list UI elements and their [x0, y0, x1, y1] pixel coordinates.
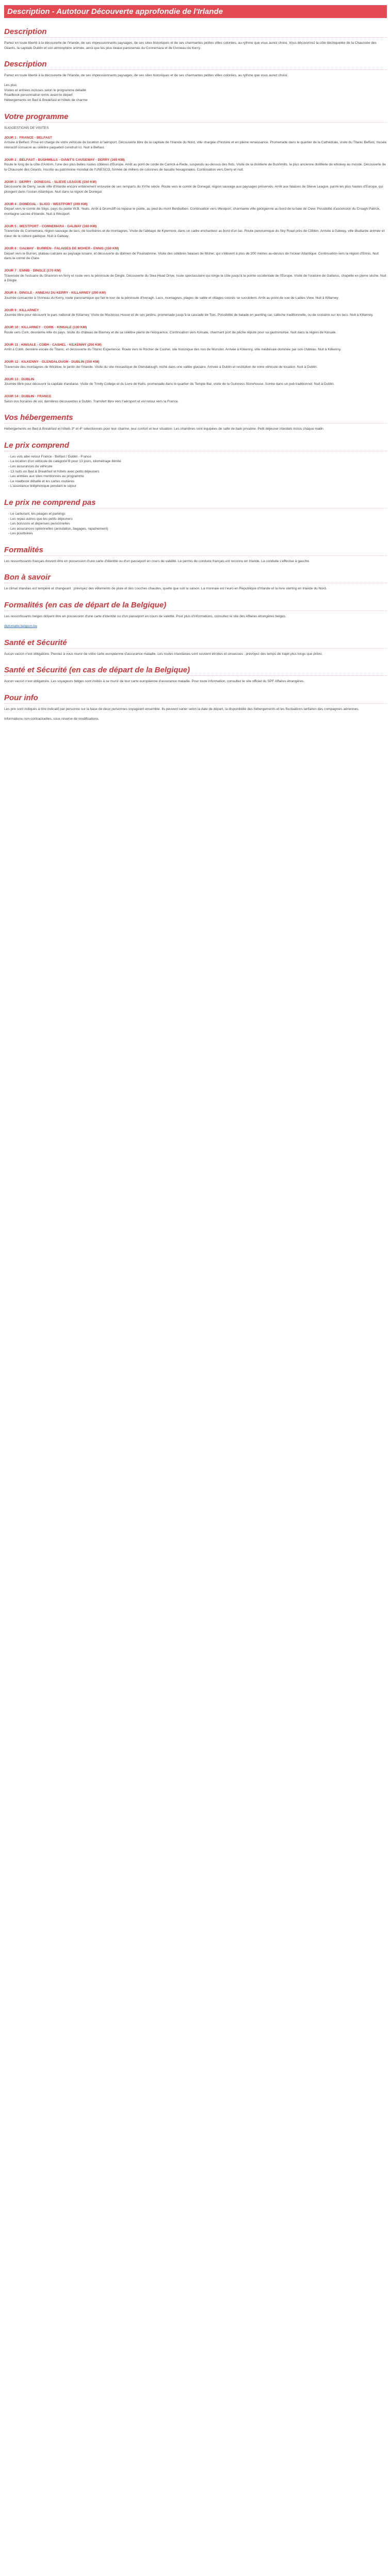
hebergements-text: Hébergements en Bed & Breakfast et hôtels 3* et 4* sélectionnés pour leur charme, leur confort et leur situation. Les chambres sont équipées de salle de bain privative. Petit déjeuner irlandais inclus chaque matin. [4, 427, 324, 431]
day-text: Selon vos horaires de vol, dernières découvertes à Dublin. Transfert libre vers l'aéroport et vol retour vers la France. [4, 399, 179, 403]
day-title: JOUR 7 : ENNIS - DINGLE (170 KM) [4, 269, 61, 273]
sante-text: Aucun vaccin n'est obligatoire. Pensez à vous munir de votre carte européenne d'assurance maladie. Les routes irlandaises sont souvent étroites et sinueuses : prévoyez des temps de trajet plus longs que prévu. [4, 652, 323, 656]
pour-info-text: Les prix sont indiqués à titre indicatif par personne sur la base de deux personnes voyageant ensemble. Ils peuvent varier selon la date de départ, la disponibilité des hébergements et les fluctuations tarifaires des compagnies aériennes. [4, 707, 360, 711]
day-title: JOUR 9 : KILLARNEY [4, 308, 39, 312]
day-text: Journée libre pour découvrir le parc national de Killarney. Visite de Muckross House et de ses jardins, promenade jusqu'à la cascade de Torc. Possibilité de balade en jaunting car, calèche traditionnelle, ou de croisière sur les lacs. Nuit à Killarney. [4, 313, 373, 317]
intro-les-plus: Les plus [4, 83, 17, 88]
section-pour-info: Pour info [4, 693, 387, 704]
page-title: Description - Autotour Découverte approfondie de l'Irlande [4, 5, 387, 18]
bon-savoir-text: Le climat irlandais est tempéré et changeant : prévoyez des vêtements de pluie et des couches chaudes, quelle que soit la saison. La monnaie est l'euro en République d'Irlande et la livre sterling en Irlande du Nord. [4, 587, 327, 591]
days-list [4, 135, 387, 404]
intro-hebergements: Hébergements en Bed & Breakfast et hôtels de charme [4, 98, 88, 102]
comprend-item: - L'assistance téléphonique pendant le séjour [8, 484, 77, 488]
intro-roadbook: Roadbook personnalisé remis avant le départ [4, 93, 73, 97]
sante-be-text: Aucun vaccin n'est obligatoire. Les voyageurs belges sont invités à se munir de leur carte européenne d'assurance maladie. Pour toute information, consultez le site officiel du SPF Affaires étrangères. [4, 680, 305, 684]
intro-visites: Visites et entrées incluses selon le programme détaillé [4, 88, 86, 92]
intro-text: Partez en toute liberté à la découverte de l'Irlande, de ses impressionnants paysages, de ses sites historiques et de ses charmantes petites villes colorées, au rythme que vous aurez choisi. [4, 74, 288, 78]
comprend-item: - Les assurances du véhicule [8, 464, 53, 468]
comprend-item: - La location d'un véhicule de catégorie B pour 13 jours, kilométrage illimité [8, 460, 121, 464]
day-title: JOUR 11 : KINSALE - COBH - CASHEL - KILKENNY (200 KM) [4, 343, 102, 347]
day-title: JOUR 13 : DUBLIN [4, 377, 35, 381]
day-title: JOUR 2 : BELFAST - BUSHMILLS - GIANT'S CAUSEWAY - DERRY (165 KM) [4, 158, 125, 162]
formalites-be-text: Les ressortissants belges doivent être en possession d'une carte d'identité ou d'un passeport en cours de validité. Pour plus d'informations, consultez le site des Affaires étrangères belges. [4, 615, 287, 619]
day-text: Route le long de la côte d'Antrim, l'une des plus belles routes côtières d'Europe. Arrêt au pont de corde de Carrick-a-Rede, suspendu au-dessus des flots. Visite de la distillerie de Bushmills, la plus ancienne distillerie de whiskey au monde. Découverte de la Chaussée des Géants, inscrite au patrimoine mondial de l'UNESCO, formée de milliers de colonnes de basalte hexagonales. Continuation vers Derry et nuit. [4, 163, 386, 172]
comprend-item: - Les entrées aux sites mentionnés au programme [8, 474, 84, 479]
non-comprend-list [4, 512, 387, 536]
comprend-item: - Le roadbook détaillé et les cartes routières [8, 479, 75, 483]
section-non-comprend: Le prix ne comprend pas [4, 498, 387, 509]
comprend-item: - Les vols aller-retour France - Belfast / Dublin - France [8, 454, 91, 459]
section-programme: Votre programme [4, 112, 387, 123]
day-text: Traversée de l'estuaire du Shannon en ferry et route vers la péninsule de Dingle. Découverte du Slea Head Drive, route spectaculaire qui longe la côte jusqu'à la pointe occidentale de l'Europe. Visite de l'oratoire de Gallarus, chapelle en pierre sèche. Nuit à Dingle. [4, 274, 386, 283]
section-sante-be: Santé et Sécurité (en cas de départ de la Belgique) [4, 666, 387, 676]
description-text: Partez en toute liberté à la découverte de l'Irlande, de ses impressionnants paysages, de ses sites historiques et de ses charmantes petites villes colorées, au rythme que vous aurez choisi. Vous découvrirez la côte déchiquetée de la Chaussée des Géants, la capitale Dublin et son atmosphère animée, ainsi que les plus beaux panoramas du Connemara et de l'Anneau du Kerry. [4, 41, 377, 50]
day-title: JOUR 3 : DERRY - DONEGAL - SLIEVE LEAGUE (150 KM) [4, 180, 97, 184]
day-title: JOUR 5 : WESTPORT - CONNEMARA - GALWAY (160 KM) [4, 224, 97, 228]
day-title: JOUR 10 : KILLARNEY - CORK - KINSALE (130 KM) [4, 326, 87, 330]
non-comprend-item: - Les boissons et dépenses personnelles [8, 522, 70, 526]
section-sante: Santé et Sécurité [4, 638, 387, 649]
diplomatie-link[interactable]: diplomatie.belgium.be [4, 624, 38, 629]
section-comprend: Le prix comprend [4, 441, 387, 451]
section-description: Description [4, 27, 387, 38]
formalites-text: Les ressortissants français doivent être en possession d'une carte d'identité ou d'un passeport en cours de validité. Le permis de conduire français est reconnu en Irlande. La conduite s'effectue à gauche. [4, 559, 310, 563]
day-title: JOUR 14 : DUBLIN - FRANCE [4, 394, 52, 398]
section-description-2: Description [4, 60, 387, 70]
page [0, 0, 391, 742]
day-text: Journée libre pour découvrir la capitale irlandaise. Visite de Trinity College et du Livre de Kells, promenade dans le quartier de Temple Bar, visite de la Guinness Storehouse. Soirée dans un pub traditionnel. Nuit à Dublin. [4, 382, 335, 386]
day-title: JOUR 6 : GALWAY - BURREN - FALAISES DE MOHER - ENNIS (150 KM) [4, 246, 119, 250]
day-text: Route vers Cork, deuxième ville du pays. Visite du château de Blarney et de sa célèbre pierre de l'éloquence. Continuation vers Kinsale, charmant port de pêche réputé pour sa gastronomie. Nuit dans la région de Kinsale. [4, 330, 337, 334]
top-spacer [4, 0, 387, 5]
day-title: JOUR 4 : DONEGAL - SLIGO - WESTPORT (200 KM) [4, 202, 88, 206]
section-formalites: Formalités [4, 546, 387, 556]
section-hebergements: Vos hébergements [4, 413, 387, 423]
day-text: Départ vers le Burren, plateau calcaire au paysage lunaire, et découverte du dolmen de Poulnabrone. Visite des célèbres falaises de Moher, qui s'élèvent à plus de 200 mètres au-dessus de l'océan Atlantique. Continuation vers la région d'Ennis. Nuit dans le comté de Clare. [4, 251, 379, 261]
comprend-item: - 13 nuits en Bed & Breakfast et hôtels avec petits déjeuners [8, 469, 100, 473]
day-title: JOUR 1 : FRANCE - BELFAST [4, 135, 53, 140]
day-text: Journée consacrée à l'Anneau du Kerry, route panoramique qui fait le tour de la péninsule d'Iveragh. Lacs, montagnes, plages de sable et villages colorés se succèdent. Arrêt au point de vue de Ladies View. Nuit à Killarney. [4, 296, 339, 300]
day-text: Découverte de Derry, seule ville d'Irlande encore entièrement entourée de ses remparts du XVIIe siècle. Route vers le comté de Donegal, région sauvage aux paysages préservés. Arrêt aux falaises de Slieve League, parmi les plus hautes d'Europe, qui plongent dans l'océan Atlantique. Nuit dans la région de Donegal. [4, 185, 383, 194]
pour-info-footer: Informations non contractuelles, sous réserve de modifications. [4, 717, 100, 721]
section-bon-savoir: Bon à savoir [4, 573, 387, 583]
day-title: JOUR 12 : KILKENNY - GLENDALOUGH - DUBLIN (150 KM) [4, 360, 100, 364]
comprend-list [4, 454, 387, 489]
non-comprend-item: - Le carburant, les péages et parkings [8, 512, 66, 516]
day-text: Arrivée à Belfast. Prise en charge de votre véhicule de location à l'aéroport. Découverte libre de la capitale de l'Irlande du Nord, ville chargée d'histoire et en pleine renaissance. Promenade dans le quartier de la Cathédrale, visite du Titanic Belfast, musée interactif consacré au célèbre paquebot construit ici. Nuit à Belfast. [4, 141, 387, 149]
non-comprend-item: - Les repas autres que les petits déjeuners [8, 517, 73, 521]
programme-suggestion: SUGGESTIONS DE VISITES [4, 126, 49, 130]
day-text: Départ vers le comté de Sligo, pays du poète W.B. Yeats. Arrêt à Drumcliff où repose le poète, au pied du mont Benbulben. Continuation vers Westport, charmante ville géorgienne au bord de la baie de Clew. Possibilité d'ascension du Croagh Patrick, montagne sacrée d'Irlande. Nuit à Westport. [4, 207, 380, 216]
day-title: JOUR 8 : DINGLE - ANNEAU DU KERRY - KILLARNEY (200 KM) [4, 291, 106, 295]
non-comprend-item: - Les assurances optionnelles (annulation, bagages, rapatriement) [8, 527, 108, 531]
day-text: Traversée des montagnes de Wicklow, le jardin de l'Irlande. Visite du site monastique de Glendalough, niché dans une vallée glaciaire. Arrivée à Dublin et restitution de votre véhicule de location. Nuit à Dublin. [4, 365, 318, 369]
section-formalites-be: Formalités (en cas de départ de la Belgique) [4, 601, 387, 611]
day-text: Arrêt à Cobh, dernière escale du Titanic, et découverte du Titanic Experience. Route vers le Rocher de Cashel, site historique des rois de Munster. Arrivée à Kilkenny, ville médiévale dominée par son château. Nuit à Kilkenny. [4, 348, 341, 352]
non-comprend-item: - Les pourboires [8, 532, 33, 536]
day-text: Traversée du Connemara, région sauvage de lacs, de tourbières et de montagnes. Visite de l'abbaye de Kylemore, dans un cadre enchanteur au bord d'un lac. Route panoramique du Sky Road près de Clifden. Arrivée à Galway, ville étudiante animée et cœur de la culture gaélique. Nuit à Galway. [4, 229, 385, 239]
